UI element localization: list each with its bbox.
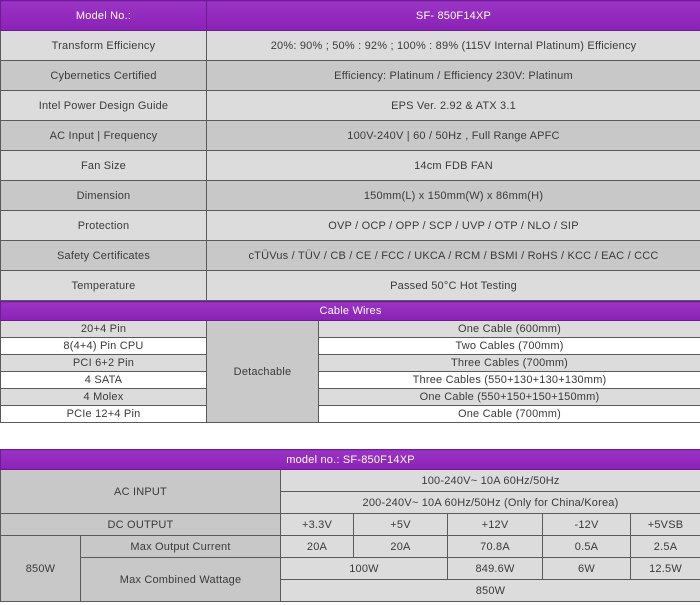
dc-output-row [1,514,700,536]
cable-row [1,355,700,372]
cable-table [0,301,700,423]
cable-count: Three Cables (700mm) [319,355,700,372]
cable-count: One Cable (600mm) [319,321,700,338]
spec-label: Safety Certificates [1,241,207,271]
wattage-label: 850W [1,536,81,602]
max-current-value: 2.5A [631,536,700,558]
connector-name: 4 Molex [1,389,207,406]
spec-row [1,271,700,301]
connector-name: PCIe 12+4 Pin [1,406,207,423]
max-current-value: 70.8A [448,536,543,558]
connector-name: PCI 6+2 Pin [1,355,207,372]
connector-name: 4 SATA [1,372,207,389]
cable-row [1,338,700,355]
combined-12v: 849.6W [448,558,543,580]
spec-row [1,181,700,211]
cable-row [1,406,700,423]
spec-label: Fan Size [1,151,207,181]
output-table [0,449,700,602]
spec-value: EPS Ver. 2.92 & ATX 3.1 [207,91,700,121]
total-wattage: 850W [281,580,700,602]
spec-label: Dimension [1,181,207,211]
cable-title: Cable Wires [1,302,700,321]
spec-value: 20%: 90% ; 50% : 92% ; 100% : 89% (115V Internal Platinum) Efficiency [207,31,700,61]
combined-label: Max Combined Wattage [81,558,281,602]
spec-header-row [1,1,700,31]
spec-value: 100V-240V | 60 / 50Hz , Full Range APFC [207,121,700,151]
ac-input-label: AC INPUT [1,470,281,514]
model-label: Model No.: [1,1,207,31]
rail-label: -12V [543,514,631,536]
cable-row [1,321,700,338]
connector-name: 8(4+4) Pin CPU [1,338,207,355]
spec-row [1,121,700,151]
rail-label: +5V [354,514,448,536]
spec-row [1,211,700,241]
cable-row [1,372,700,389]
spec-label: Temperature [1,271,207,301]
spec-value: Passed 50°C Hot Testing [207,271,700,301]
spec-label: Intel Power Design Guide [1,91,207,121]
dc-output-label: DC OUTPUT [1,514,281,536]
spec-label: Transform Efficiency [1,31,207,61]
output-title: model no.: SF-850F14XP [1,450,700,470]
max-current-value: 20A [354,536,448,558]
cable-count: One Cable (550+150+150+150mm) [319,389,700,406]
cable-header-row [1,302,700,321]
combined-3v3-5v: 100W [281,558,448,580]
spec-value: cTÜVus / TÜV / CB / CE / FCC / UKCA / RCM / BSMI / RoHS / KCC / EAC / CCC [207,241,700,271]
cable-count: Three Cables (550+130+130+130mm) [319,372,700,389]
cable-count: One Cable (700mm) [319,406,700,423]
max-current-value: 0.5A [543,536,631,558]
spec-row [1,91,700,121]
cable-count: Two Cables (700mm) [319,338,700,355]
ac-input-line: 100-240V~ 10A 60Hz/50Hz [281,470,700,492]
spec-value: Efficiency: Platinum / Efficiency 230V: Platinum [207,61,700,91]
cable-row [1,389,700,406]
section-gap [0,423,700,449]
combined-5vsb: 12.5W [631,558,700,580]
spec-table [0,0,700,301]
rail-label: +3.3V [281,514,354,536]
cable-type: Detachable [207,321,319,423]
max-current-row [1,536,700,558]
spec-value: 14cm FDB FAN [207,151,700,181]
spec-row [1,31,700,61]
max-current-label: Max Output Current [81,536,281,558]
spec-value: 150mm(L) x 150mm(W) x 86mm(H) [207,181,700,211]
combined-row [1,558,700,580]
spec-value: OVP / OCP / OPP / SCP / UVP / OTP / NLO / SIP [207,211,700,241]
spec-label: AC Input | Frequency [1,121,207,151]
ac-input-line: 200-240V~ 10A 60Hz/50Hz (Only for China/Korea) [281,492,700,514]
ac-input-row [1,470,700,492]
rail-label: +5VSB [631,514,700,536]
spec-row [1,241,700,271]
connector-name: 20+4 Pin [1,321,207,338]
model-value: SF- 850F14XP [207,1,700,31]
rail-label: +12V [448,514,543,536]
max-current-value: 20A [281,536,354,558]
spec-row [1,61,700,91]
spec-label: Protection [1,211,207,241]
combined-neg12v: 6W [543,558,631,580]
output-header-row [1,450,700,470]
spec-row [1,151,700,181]
spec-label: Cybernetics Certified [1,61,207,91]
